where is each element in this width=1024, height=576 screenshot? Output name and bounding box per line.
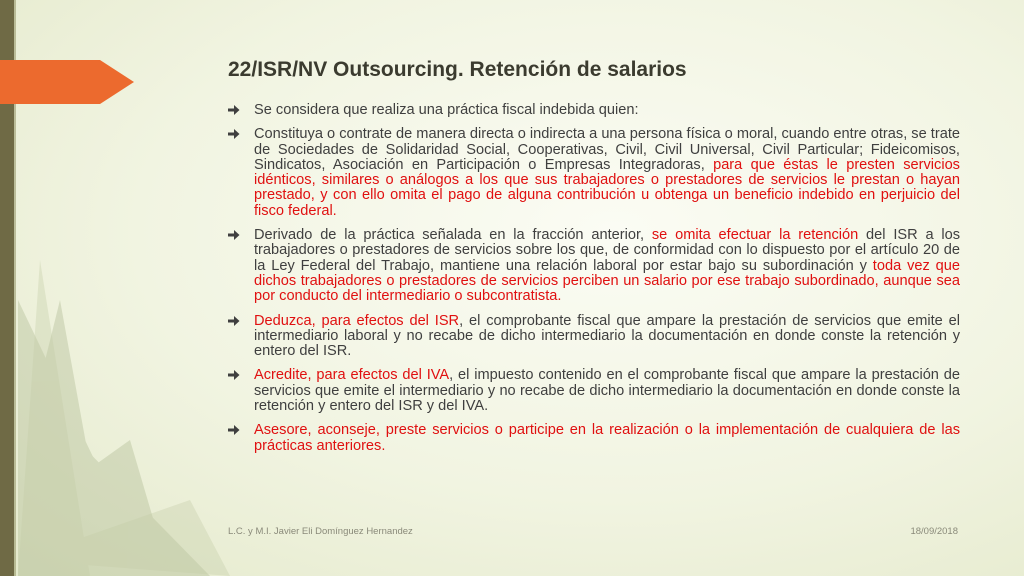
bullet-item — [228, 423, 960, 454]
highlighted-text: para que éstas le presten servicios idénticos, similares o análogos a los que sus trabajadores o prestadores de servicios le prestan o hayan prestado, y con ello omita el pago de alguna contribución u obtenga un beneficio indebido en perjuicio del fisco federal. — [254, 156, 960, 219]
footer-author: L.C. y M.I. Javier Eli Domínguez Hernandez — [228, 526, 413, 537]
bullet-text: Se considera que realiza una práctica fiscal indebida quien: — [254, 102, 639, 118]
bullet-item — [228, 368, 960, 414]
bullet-item — [228, 228, 960, 304]
bullet-list — [228, 103, 960, 463]
highlighted-text: se omita efectuar la retención — [651, 227, 859, 244]
bullet-item — [228, 314, 960, 360]
arrow-right-icon — [228, 229, 240, 241]
arrow-right-icon — [228, 128, 240, 140]
slide-title: 22/ISR/NV Outsourcing. Retención de salarios — [228, 58, 687, 81]
highlighted-text: Deduzca, para efectos del ISR — [254, 312, 460, 329]
bullet-item — [228, 103, 960, 118]
bullet-text: Constituya o contrate de manera directa o indirecta a una persona física o moral, cuando entre otras, se trate de Sociedades de Solidaridad Social, Cooperativas, Civil, Civil Universal, Civil Particular; Fideicomisos, Sindicatos, Asociación en Participación o Empresas Integradoras, — [254, 126, 960, 173]
bullet-text: Derivado de la práctica señalada en la fracción anterior, — [254, 227, 652, 244]
highlighted-text: Asesore, aconseje, preste servicios o participe en la realización o la implementación de cualquiera de las prácticas anteriores. — [254, 422, 960, 454]
arrow-right-icon — [228, 315, 240, 327]
arrow-right-icon — [228, 369, 240, 381]
highlighted-text: Acredite, para efectos del IVA — [254, 367, 450, 384]
highlighted-text: toda vez que dichos trabajadores o prestadores de servicios perciben un salario por ese trabajo subordinado, aunque sea por conducto del intermediario o subcontratista. — [254, 257, 961, 305]
bullet-text: del ISR a los trabajadores o prestadores de servicios sobre los que, de conformidad con lo dispuesto por el artículo 20 de la Ley Federal del Trabajo, mantiene una relación laboral por estar bajo su subordinación y — [254, 227, 960, 274]
arrow-right-icon — [228, 104, 240, 116]
arrow-right-icon — [228, 424, 240, 436]
bullet-text: , el comprobante fiscal que ampare la prestación de servicios que emite el intermediario laboral y no recabe de dicho intermediario la documentación en donde conste la retención y entero del ISR. — [254, 312, 961, 360]
footer-date: 18/09/2018 — [910, 526, 958, 537]
bullet-text: , el impuesto contenido en el comprobante fiscal que ampare la prestación de servicios que emite el intermediario y no recabe de dicho intermediario la documentación en donde conste la retención y entero del ISR y del IVA. — [254, 367, 961, 415]
bullet-item — [228, 127, 960, 219]
